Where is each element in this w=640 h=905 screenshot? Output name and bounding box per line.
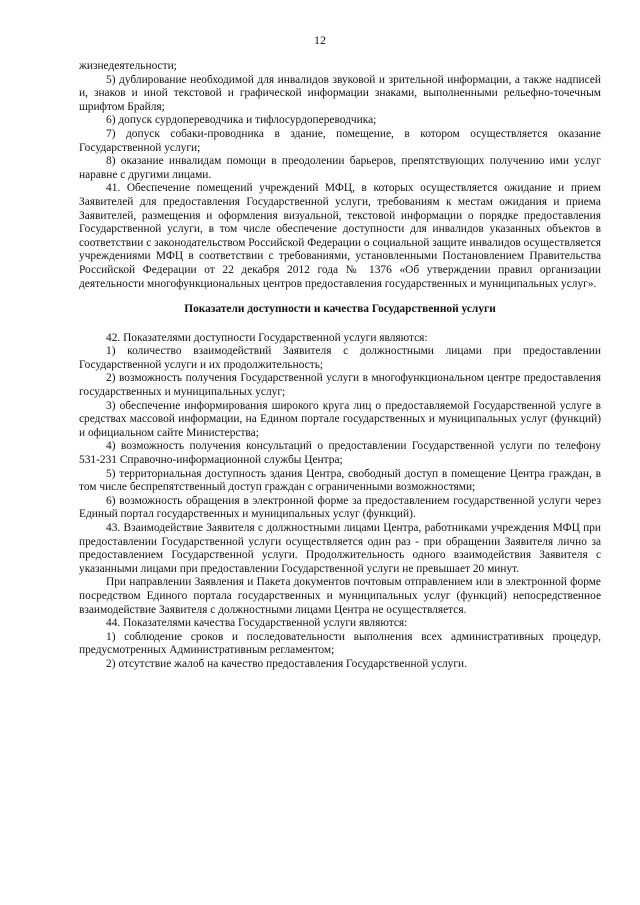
paragraph: 1) соблюдение сроков и последовательности выполнения всех административных процедур, предусмотренных Административным регламентом; bbox=[79, 630, 601, 657]
section-after-heading bbox=[79, 332, 601, 672]
paragraph: 41. Обеспечение помещений учреждений МФЦ, в которых осуществляется ожидание и прием Заявителей для предоставления Государственной услуги, требованиям к местам ожидания и приема Заявителей, размещения и оформления визуальной, текстовой информации о порядке предоставления Государственной услуги, в том числе обеспечение доступности для инвалидов указанных объектов в соответствии с законодательством Российской Федерации о социальной защите инвалидов осуществляется учреждениями МФЦ в соответствии с требованиями, установленными Постановлением Правительства Российской Федерации от 22 декабря 2012 года № 1376 «Об утверждении правил организации деятельности многофункциональных центров предоставления государственных и муниципальных услуг». bbox=[79, 182, 601, 290]
paragraph: 7) допуск собаки-проводника в здание, помещение, в котором осуществляется оказание Государственной услуги; bbox=[79, 127, 601, 154]
paragraph: 42. Показателями доступности Государственной услуги являются: bbox=[106, 331, 428, 344]
paragraph: 44. Показателями качества Государственной услуги являются: bbox=[106, 617, 408, 630]
paragraph: жизнедеятельности; bbox=[79, 60, 177, 72]
section-heading: Показатели доступности и качества Государственной услуги bbox=[184, 303, 496, 316]
section-before-heading bbox=[79, 60, 601, 291]
paragraph: 2) возможность получения Государственной услуги в многофункциональном центре предоставления государственных и муниципальных услуг; bbox=[79, 372, 601, 399]
paragraph: 4) возможность получения консультаций о предоставлении Государственной услуги по телефону 531-231 Справочно-информационной службы Центра; bbox=[79, 440, 601, 467]
paragraph: 5) территориальная доступность здания Центра, свободный доступ в помещение Центра граждан, в том числе беспрепятственный доступ граждан с ограниченными возможностями; bbox=[79, 467, 601, 494]
paragraph: 6) допуск сурдопереводчика и тифлосурдопереводчика; bbox=[106, 114, 377, 127]
paragraph: 1) количество взаимодействий Заявителя с должностными лицами при предоставлении Государственной услуги и их продолжительность; bbox=[79, 345, 601, 371]
paragraph: 2) отсутствие жалоб на качество предоставления Государственной услуги. bbox=[106, 657, 467, 670]
paragraph: 8) оказание инвалидам помощи в преодолении барьеров, препятствующих получению ими услуг наравне с другими лицами. bbox=[79, 155, 601, 181]
paragraph: 5) дублирование необходимой для инвалидов звуковой и зрительной информации, а также надписей и, знаков и иной текстовой и графической информации знаками, выполненными рельефно-точечным шрифтом Брайля; bbox=[79, 73, 601, 113]
paragraph: 6) возможность обращения в электронной форме за предоставлением государственной услуги через Единый портал государственных и муниципальных услуг (функций). bbox=[79, 494, 601, 521]
page-number: 12 bbox=[314, 33, 326, 47]
paragraph: При направлении Заявления и Пакета документов почтовым отправлением или в электронной форме посредством Единого портала государственных и муниципальных услуг (функций) непосредственное взаимодействие Заявителя с должностными лицами Центра не осуществляется. bbox=[79, 576, 601, 616]
document-body bbox=[79, 60, 601, 672]
paragraph: 3) обеспечение информирования широкого круга лиц о предоставляемой Государственной услуге в средствах массовой информации, на Едином портале государственных и муниципальных услуг (функций) и официальном сайте Министерства; bbox=[79, 399, 601, 439]
paragraph: 43. Взаимодействие Заявителя с должностными лицами Центра, работниками учреждения МФЦ при предоставлении Государственной услуги осуществляется один раз - при обращении Заявителя лично за предоставлением Государственной услуги. Продолжительность одного взаимодействия Заявителя с указанными лицами при предоставлении Государственной услуги не превышает 20 минут. bbox=[79, 522, 601, 575]
